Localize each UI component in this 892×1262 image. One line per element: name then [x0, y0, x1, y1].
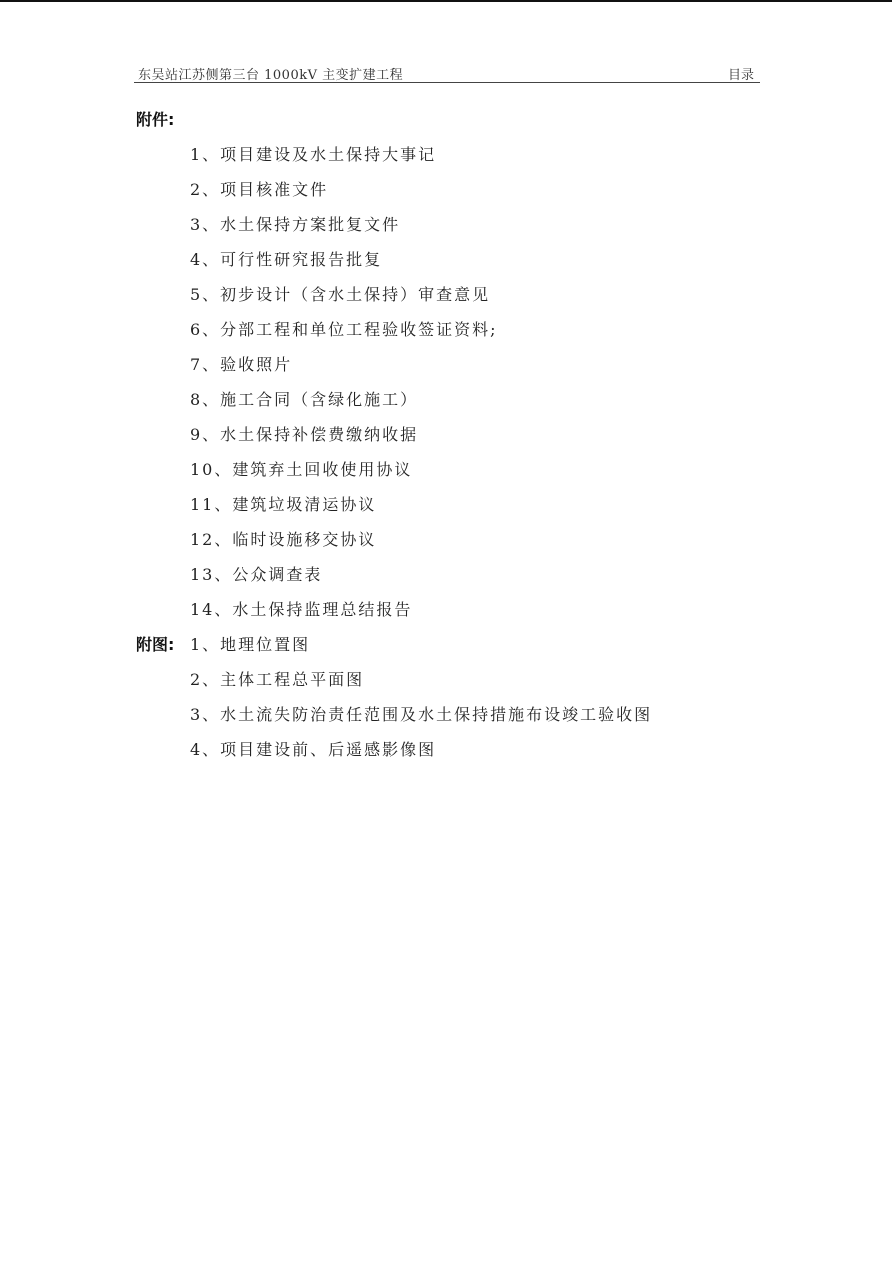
attachment-item: [136, 137, 756, 172]
figure-item-text: 2、主体工程总平面图: [190, 670, 365, 689]
figures-heading: 附图:: [136, 635, 175, 654]
attachment-item-text: 2、项目核准文件: [190, 180, 329, 199]
attachment-item-text: 5、初步设计（含水土保持）审查意见: [190, 285, 491, 304]
figure-item-text: 4、项目建设前、后遥感影像图: [190, 740, 437, 759]
attachment-item: [136, 382, 756, 417]
attachment-item-text: 8、施工合同（含绿化施工）: [190, 390, 419, 409]
figure-item: [136, 697, 756, 732]
attachment-item-text: 7、验收照片: [190, 355, 293, 374]
attachment-item-text: 11、建筑垃圾清运协议: [190, 495, 377, 514]
figure-item: [136, 627, 756, 662]
attachment-item-text: 1、项目建设及水土保持大事记: [190, 145, 437, 164]
attachment-item: [136, 207, 756, 242]
page-header: [134, 60, 760, 83]
attachment-item-text: 14、水土保持监理总结报告: [190, 600, 413, 619]
attachments-heading: 附件:: [136, 110, 175, 129]
attachment-item: [136, 172, 756, 207]
page-top-border: [0, 0, 892, 2]
attachment-item-text: 3、水土保持方案批复文件: [190, 215, 401, 234]
figure-item: [136, 732, 756, 767]
attachment-item-text: 13、公众调查表: [190, 565, 323, 584]
attachment-item: [136, 242, 756, 277]
attachment-item: [136, 522, 756, 557]
attachment-item: [136, 452, 756, 487]
attachment-item: [136, 417, 756, 452]
attachment-item-text: 12、临时设施移交协议: [190, 530, 377, 549]
attachment-item: [136, 592, 756, 627]
header-section-label: 目录: [727, 68, 754, 83]
attachment-item-text: 4、可行性研究报告批复: [190, 250, 383, 269]
attachment-item-text: 6、分部工程和单位工程验收签证资料;: [190, 320, 498, 339]
attachment-item-text: 9、水土保持补偿费缴纳收据: [190, 425, 419, 444]
attachments-heading-row: [136, 102, 756, 137]
attachment-item: [136, 312, 756, 347]
figure-item-text: 1、地理位置图: [190, 635, 311, 654]
attachment-item: [136, 277, 756, 312]
figure-item-text: 3、水土流失防治责任范围及水土保持措施布设竣工验收图: [190, 705, 653, 724]
attachment-item: [136, 487, 756, 522]
attachment-item-text: 10、建筑弃土回收使用协议: [190, 460, 413, 479]
figure-item: [136, 662, 756, 697]
attachment-item: [136, 347, 756, 382]
appendix-list: [136, 102, 756, 767]
attachment-item: [136, 557, 756, 592]
header-title: 东吴站江苏侧第三台 1000kV 主变扩建工程: [138, 68, 404, 83]
